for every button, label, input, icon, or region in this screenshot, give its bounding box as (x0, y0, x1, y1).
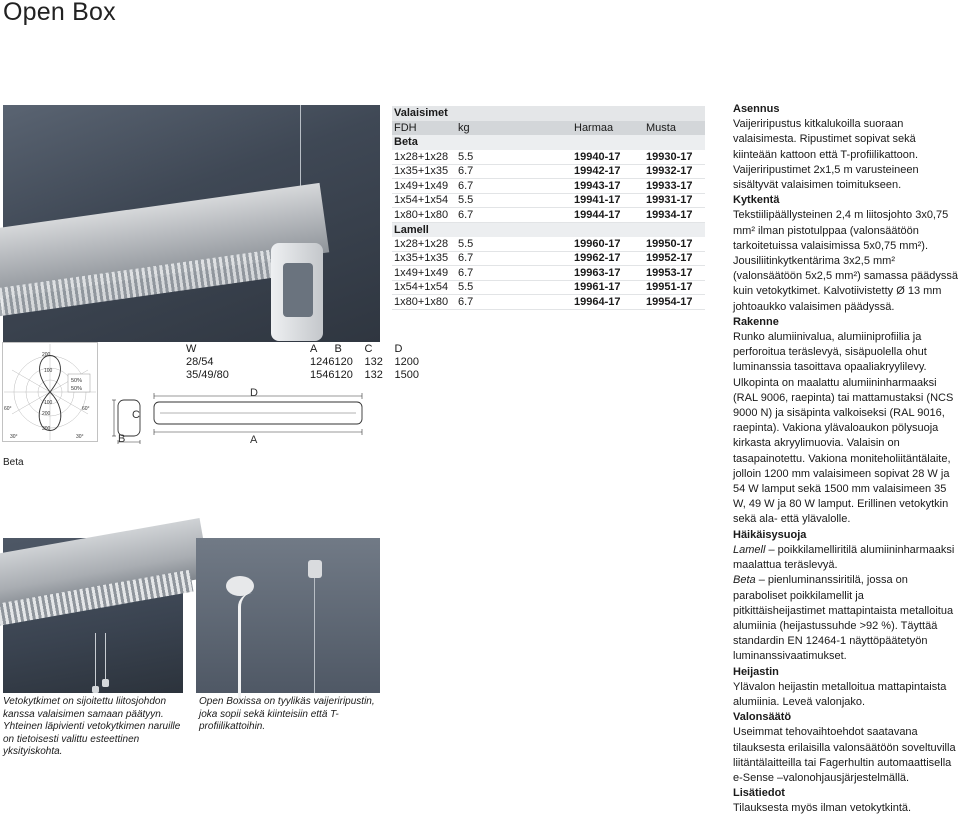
table-cell: 6.7 (456, 164, 572, 179)
group-label: Lamell (392, 222, 705, 237)
section-heading: Asennus (733, 103, 780, 115)
ring-label: 200 (42, 411, 51, 417)
table-cell: 19930-17 (644, 150, 705, 165)
column-header: FDH (392, 121, 456, 136)
dim-cell: 120 (334, 355, 353, 368)
table-cell: 1x49+1x49 (392, 179, 456, 194)
table-cell: 19943-17 (572, 179, 644, 194)
table-cell: 5.5 (456, 280, 572, 295)
section-heading: Kytkentä (733, 194, 780, 207)
table-cell: 19962-17 (572, 251, 644, 266)
table-group-row (392, 222, 705, 237)
angle-label: 30° (76, 434, 84, 440)
dim-header: W (186, 342, 197, 355)
dimensions-table (186, 342, 424, 381)
table-cell: 1x54+1x54 (392, 193, 456, 208)
pull-handle (92, 686, 99, 693)
table-cell: 19954-17 (644, 295, 705, 310)
power-cable (238, 593, 252, 703)
table-cell: 19961-17 (572, 280, 644, 295)
wire-anchor (308, 560, 322, 578)
table-cell: 19952-17 (644, 251, 705, 266)
table-row (392, 280, 705, 295)
section-text: Runko alumiinivalua, alumiiniprofiilia ja perforoitua teräslevyä, sisäpuolella ohut luminanssia tasoittava opaaliakryylilevy. Ulkopinta on maalattu alumiininharmaaksi (RAL 9006, raepinta) tai mattamustaksi (NCS 9000 N) ja sisäpinta valkoiseksi (RAL 9016, raepinta). Vakiona ylävaloaukon pölysuoja kirkasta akryylimuovia. Valaisin on tasapainotettu. Vakiona moniteholiitäntälaite, jolloin 1200 mm valaisimeen sopivat 28 W ja 54 W lamput sekä 1500 mm valaisimeen 35 W, 49 W ja 80 W lamput. Erillinen vetokytkin sekä ala- että ylävalolle. (733, 331, 954, 526)
dim-cell: 132 (364, 368, 383, 381)
angle-label: 60° (4, 406, 12, 412)
table-cell: 19960-17 (572, 237, 644, 252)
dim-label-c: C (132, 409, 140, 421)
table-cell: 1x49+1x49 (392, 266, 456, 281)
table-cell: 19953-17 (644, 266, 705, 281)
luminaire-end-opening (283, 263, 313, 317)
table-cell: 1x28+1x28 (392, 150, 456, 165)
dim-label-b: B (118, 433, 126, 445)
table-row (392, 179, 705, 194)
dim-header: B (334, 342, 342, 355)
ring-label: 200 (42, 352, 51, 358)
table-row (392, 193, 705, 208)
photo-caption: Open Boxissa on tyylikäs vaijeriripustin, joka sopii sekä kiinteisiin että T-profiilikattoihin. (199, 696, 375, 732)
dim-cell: 1200 (394, 355, 419, 368)
section-text: Tilauksesta myös ilman vetokytkintä. (733, 802, 912, 815)
page-title: Open Box (3, 0, 116, 26)
table-cell: 1x54+1x54 (392, 280, 456, 295)
table-cell: 1x35+1x35 (392, 251, 456, 266)
suspension-wire (314, 578, 315, 693)
type-name: Beta (733, 574, 756, 587)
column-header: Harmaa (572, 121, 644, 136)
polar-diagram (2, 342, 98, 442)
product-photo (3, 105, 380, 342)
table-cell: 19951-17 (644, 280, 705, 295)
table-cell: 6.7 (456, 179, 572, 194)
section-heading: Häikäisysuoja (733, 528, 807, 541)
table-cell: 19942-17 (572, 164, 644, 179)
section-text: Ylävalon heijastin metalloitua mattapintaista alumiinia. Leveä valonjako. (733, 680, 947, 708)
dim-label-a: A (250, 434, 258, 446)
table-cell: 19950-17 (644, 237, 705, 252)
dim-cell: 132 (364, 355, 383, 368)
pull-cord (95, 633, 96, 688)
legend-text: 50% (71, 378, 83, 384)
angle-label: 60° (82, 406, 90, 412)
angle-label: 30° (10, 434, 18, 440)
table-cell: 19932-17 (644, 164, 705, 179)
table-cell: 19931-17 (644, 193, 705, 208)
dim-header: D (394, 342, 403, 355)
description-column (733, 102, 959, 817)
group-label: Beta (392, 135, 705, 150)
pull-cord (105, 633, 106, 681)
photo-caption: Vetokytkimet on sijoitettu liitosjohdon kanssa valaisimen samaan päätyyn. Yhteinen läpivienti vetokytkimen naruille on tietoisesti valittu esteettinen yksityiskohta. (3, 696, 181, 757)
table-cell: 5.5 (456, 193, 572, 208)
table-header-row (392, 121, 705, 136)
dim-cell: 1500 (394, 368, 419, 381)
dim-header: A (310, 342, 318, 355)
table-row (392, 237, 705, 252)
side-elevation-drawing (150, 388, 366, 440)
table-cell: 6.7 (456, 295, 572, 310)
dim-cell: 120 (334, 368, 353, 381)
table-cell: 19934-17 (644, 208, 705, 223)
section-text (733, 573, 959, 664)
table-cell: 1x80+1x80 (392, 208, 456, 223)
table-row (392, 251, 705, 266)
section-heading: Lisätiedot (733, 787, 785, 800)
table-row (392, 266, 705, 281)
ring-label: 100 (44, 400, 53, 406)
table-heading: Valaisimet (392, 106, 705, 121)
section-text (733, 543, 959, 573)
table-cell: 19933-17 (644, 179, 705, 194)
table-cell: 19940-17 (572, 150, 644, 165)
type-desc: – poikkilamelliritilä alumiininharmaaksi maalattua teräslevyä. (733, 543, 955, 572)
column-header: kg (456, 121, 572, 136)
product-table (392, 106, 705, 310)
dim-header: C (364, 342, 373, 355)
section-text: Useimmat tehovaihtoehdot saatavana tilauksesta erilaisilla valonsäätöön soveltuvilla liitäntälaitteilla tai Fagerhultin automaattisella e-Sense –valonohjausjärjestelmällä. (733, 726, 956, 784)
table-cell: 19941-17 (572, 193, 644, 208)
type-name: Lamell (733, 543, 766, 556)
table-cell: 19944-17 (572, 208, 644, 223)
dim-cell: 28/54 (186, 355, 214, 368)
table-cell: 6.7 (456, 266, 572, 281)
table-cell: 6.7 (456, 251, 572, 266)
table-heading-row (392, 106, 705, 121)
section-text: Tekstiilipäällysteinen 2,4 m liitosjohto 3x0,75 mm² ilman pistotulppaa (valonsäätöön tarkoitetuissa valaisimissa 5x0,75 mm²). Jousiliitinkytkentärima 3x2,5 mm² (valonsäätöön 5x2,5 mm²) samassa päädyssä kuin vetokytkimet. Kalvotiivistetty Ø 13 mm johtoaukko valaisimen päädyssä. (733, 209, 958, 313)
suspension-photo (196, 538, 380, 693)
ring-label: 300 (42, 426, 51, 432)
dim-label-d: D (250, 387, 258, 399)
section-text: Vaijeriripustus kitkalukoilla suoraan valaisimesta. Ripustimet sopivat sekä kiinteään kattoon että T-profiilikattoon. Vaijeriripustimet 2x1,5 m varusteineen sisältyvät valaisimen toimitukseen. (733, 118, 919, 192)
table-cell: 19963-17 (572, 266, 644, 281)
table-row (392, 295, 705, 310)
table-cell: 1x28+1x28 (392, 237, 456, 252)
column-header: Musta (644, 121, 705, 136)
section-heading: Rakenne (733, 315, 779, 328)
pull-handle (102, 679, 109, 687)
ring-label: 100 (44, 368, 53, 374)
section-heading: Valonsäätö (733, 711, 792, 724)
table-row (392, 150, 705, 165)
table-cell: 6.7 (456, 208, 572, 223)
table-row (392, 208, 705, 223)
table-row (392, 164, 705, 179)
table-group-row (392, 135, 705, 150)
dim-cell: 1546 (310, 368, 335, 381)
pull-switch-photo (3, 538, 183, 693)
section-heading: Heijastin (733, 665, 779, 678)
profile-drawing (108, 398, 152, 448)
table-cell: 19964-17 (572, 295, 644, 310)
dim-cell: 35/49/80 (186, 368, 229, 381)
table-cell: 1x80+1x80 (392, 295, 456, 310)
table-cell: 5.5 (456, 150, 572, 165)
type-desc: – pienluminanssiritilä, jossa on paraboliset poikkilamellit ja pitkittäisheijastimet mattapintaista metalloitua alumiinia (heijastussuhde >92 %). Täyttää standardin EN 12464-1 näyttöpäätetyön luminanssivaatimukset. (733, 574, 954, 663)
table-cell: 1x35+1x35 (392, 164, 456, 179)
polar-label: Beta (3, 457, 24, 468)
legend-text: 50% (71, 386, 83, 392)
table-cell: 5.5 (456, 237, 572, 252)
dim-cell: 1246 (310, 355, 335, 368)
